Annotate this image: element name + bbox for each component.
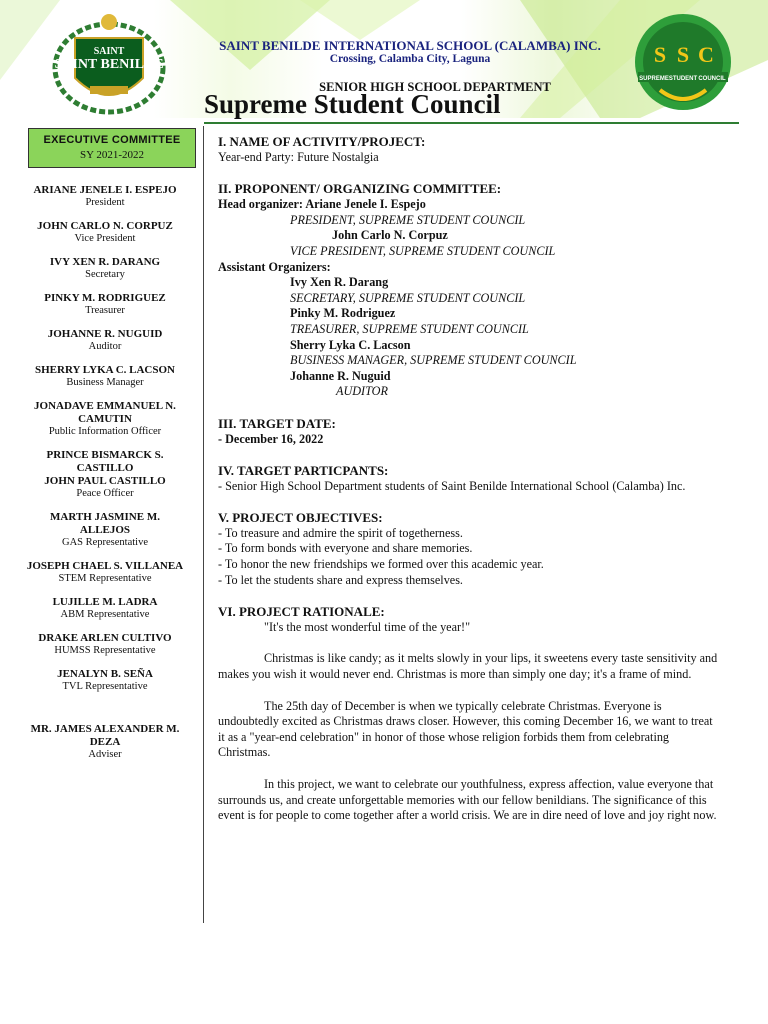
section-title: IV. TARGET PARTICPANTS:: [218, 462, 389, 478]
rationale-paragraph: In this project, we want to celebrate our youthfulness, express affection, value everyone that surrounds us, and create unforgettable memories with our fellow benildians. The significance of this event is for people to come together after a world crisis. We are in dire need of love and joy right now.: [218, 777, 717, 823]
header-divider: [204, 122, 739, 124]
member-item: [12, 400, 198, 438]
member-role: Peace Officer: [76, 488, 134, 499]
head-organizer-role: PRESIDENT, SUPREME STUDENT COUNCIL: [290, 212, 526, 227]
assistant-role: SECRETARY, SUPREME STUDENT COUNCIL: [290, 290, 526, 305]
svg-text:SUPREME: SUPREME: [639, 76, 669, 82]
section-title: VI. PROJECT RATIONALE:: [218, 603, 385, 619]
member-role: STEM Representative: [58, 573, 152, 584]
member-name: JOHANNE R. NUGUID: [47, 328, 163, 340]
member-role: Vice President: [74, 233, 136, 244]
member-item: [12, 449, 198, 500]
member-name: JOHN CARLO N. CORPUZ: [37, 220, 173, 232]
member-name: SHERRY LYKA C. LACSON: [35, 364, 175, 376]
member-item: [12, 560, 198, 585]
member-item: [12, 668, 198, 693]
member-role: Business Manager: [66, 377, 144, 388]
member-role: TVL Representative: [62, 681, 148, 692]
member-item: [12, 184, 198, 209]
assistant-name: Sherry Lyka C. Lacson: [290, 337, 411, 352]
school-year: SY 2021-2022: [79, 149, 145, 161]
rationale-paragraph: The 25th day of December is when we typically celebrate Christmas. Everyone is undoubtedly excited as Christmas draws closer. However, this coming December 16, we want to treat it as a "year-end celebration" in honor of those whose religion forbids them from celebrating Christmas.: [218, 698, 713, 760]
member-role: Treasurer: [85, 305, 125, 316]
assistant-name: Pinky M. Rodriguez: [290, 306, 396, 321]
section-participants: [218, 463, 722, 495]
member-name: PINKY M. RODRIGUEZ: [44, 292, 166, 304]
section-title: III. TARGET DATE:: [218, 415, 336, 431]
member-item: [12, 364, 198, 389]
objective-item: - To form bonds with everyone and share memories.: [218, 541, 473, 556]
member-name: IVY XEN R. DARANG: [49, 256, 161, 268]
section-target-date: [218, 416, 722, 448]
adviser-item: [12, 723, 198, 761]
member-name: JONADAVE EMMANUEL N. CAMUTIN: [34, 400, 176, 425]
member-role: GAS Representative: [61, 537, 149, 548]
section-activity-name: [218, 134, 722, 166]
section-title: V. PROJECT OBJECTIVES:: [218, 509, 383, 525]
column-divider: [203, 126, 204, 923]
svg-text:C: C: [698, 42, 714, 67]
member-name: DRAKE ARLEN CULTIVO: [38, 632, 172, 644]
rationale-quote: "It's the most wonderful time of the year!": [264, 619, 471, 634]
member-item: [12, 292, 198, 317]
assistant-name: Ivy Xen R. Darang: [290, 275, 389, 290]
member-name: LUJILLE M. LADRA: [52, 596, 158, 608]
member-item: [12, 328, 198, 353]
section-rationale: [218, 604, 722, 824]
school-address: Crossing, Calamba City, Laguna: [329, 53, 491, 65]
assistant-label: Assistant Organizers:: [218, 259, 331, 274]
member-item: [12, 256, 198, 281]
member-role: HUMSS Representative: [54, 645, 156, 656]
section-title: I. NAME OF ACTIVITY/PROJECT:: [218, 134, 426, 149]
school-logo: [50, 8, 168, 116]
svg-text:SAINT BENILDE: SAINT BENILDE: [54, 57, 164, 72]
svg-text:STUDENT: STUDENT: [668, 76, 698, 82]
head-organizer: Head organizer: Ariane Jenele I. Espejo: [218, 197, 426, 212]
member-role: Public Information Officer: [48, 426, 162, 437]
section-objectives: [218, 510, 722, 588]
adviser-name: MR. JAMES ALEXANDER M. DEZA: [30, 723, 180, 748]
target-date: - December 16, 2022: [218, 431, 324, 446]
member-role: Auditor: [88, 341, 122, 352]
objective-item: - To let the students share and express themselves.: [218, 572, 463, 587]
council-logo: [630, 12, 736, 114]
member-name: JENALYN B. SEÑA: [57, 668, 153, 680]
member-name: PRINCE BISMARCK S. CASTILLO: [46, 449, 164, 474]
assistant-role: AUDITOR: [336, 384, 388, 399]
member-role: Secretary: [85, 269, 125, 280]
objective-item: - To honor the new friendships we formed over this academic year.: [218, 557, 544, 572]
participants-text: - Senior High School Department students of Saint Benilde International School (Calamba) Inc.: [218, 478, 686, 493]
committee-list: [12, 184, 198, 772]
activity-name: Year-end Party: Future Nostalgia: [218, 150, 379, 164]
svg-text:S: S: [676, 42, 690, 67]
member-role: President: [85, 197, 125, 208]
assistant-name: Johanne R. Nuguid: [290, 368, 391, 383]
rationale-paragraph: Christmas is like candy; as it melts slowly in your lips, it sweetens every taste sensitivity and makes you wish it would never end. Christmas is more than simply one day; it's a frame of mind.: [218, 651, 718, 682]
section-title: II. PROPONENT/ ORGANIZING COMMITTEE:: [218, 181, 502, 197]
co-organizer-role: VICE PRESIDENT, SUPREME STUDENT COUNCIL: [290, 243, 556, 258]
executive-committee-box: [28, 128, 196, 168]
member-name: MARTH JASMINE M. ALLEJOS: [50, 511, 160, 536]
department-name: SENIOR HIGH SCHOOL DEPARTMENT: [319, 80, 551, 94]
adviser-role: Adviser: [88, 749, 122, 760]
member-item: [12, 632, 198, 657]
member-item: [12, 511, 198, 549]
logo-left-text: SAINT: [93, 46, 125, 57]
council-title: Supreme Student Council: [204, 89, 501, 119]
school-name: SAINT BENILDE INTERNATIONAL SCHOOL (CALAMBA) INC.: [219, 38, 601, 53]
member-item: [12, 220, 198, 245]
assistant-role: BUSINESS MANAGER, SUPREME STUDENT COUNCIL: [290, 353, 577, 368]
member-name: JOSEPH CHAEL S. VILLANEA: [26, 560, 184, 572]
svg-text:S: S: [653, 42, 667, 67]
executive-committee-title: EXECUTIVE COMMITTEE: [43, 134, 181, 146]
proposal-body: [218, 134, 722, 840]
member-name-2: JOHN PAUL CASTILLO: [44, 475, 166, 487]
svg-text:COUNCIL: COUNCIL: [698, 76, 726, 82]
co-organizer: John Carlo N. Corpuz: [332, 228, 448, 243]
member-item: [12, 596, 198, 621]
section-proponent: [218, 181, 722, 400]
assistant-role: TREASURER, SUPREME STUDENT COUNCIL: [290, 321, 529, 336]
member-role: ABM Representative: [60, 609, 150, 620]
member-name: ARIANE JENELE I. ESPEJO: [33, 184, 177, 196]
objective-item: - To treasure and admire the spirit of togetherness.: [218, 525, 463, 540]
